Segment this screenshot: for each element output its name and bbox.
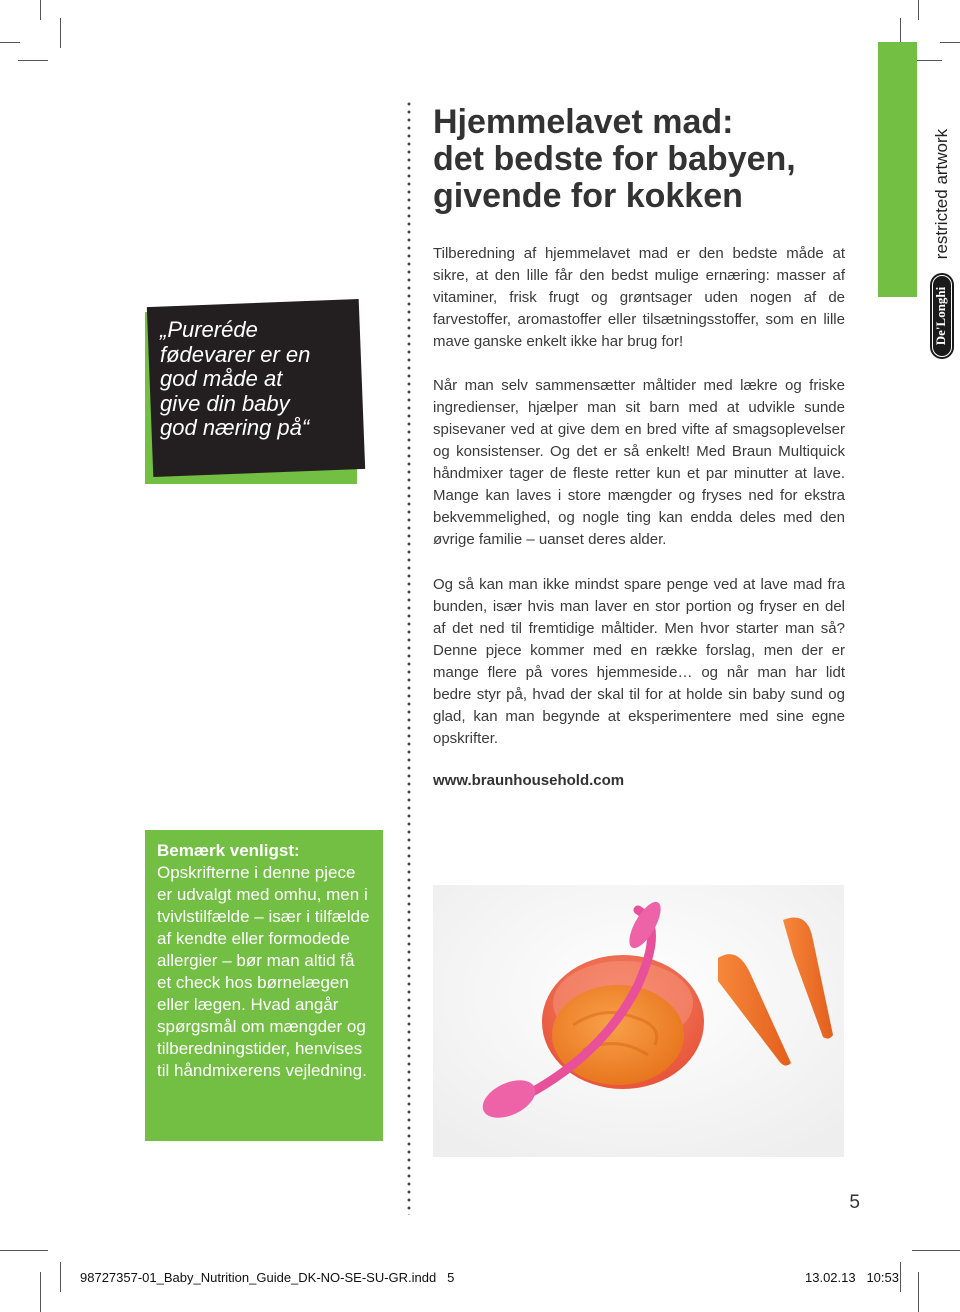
intro-paragraph: Tilberedning af hjemmelavet mad er den bedste måde at sikre, at den lille får den bedst mulige ernæring: masser af vitaminer, frisk frugt og grøntsager uden nogen af de farvestoffer, aromastoffer eller tilsætningsstoffer, som en lille mave ganske enkelt ikke har brug for!: [433, 245, 845, 350]
page-title: [433, 104, 853, 215]
note-box: [145, 830, 383, 1141]
baby-food-photo: [433, 885, 844, 1157]
crop-mark: [918, 0, 919, 20]
title-line: givende for kokken: [433, 177, 743, 215]
website-link[interactable]: www.braunhousehold.com: [433, 772, 625, 789]
crop-mark: [0, 42, 20, 43]
note-label: Bemærk venligst:: [157, 841, 300, 860]
restricted-artwork-text: restricted artwork: [932, 128, 951, 260]
delonghi-logo: [928, 272, 956, 360]
savings-paragraph: Og så kan man ikke mindst spare penge ved at lave mad fra bunden, især hvis man laver en stor portion og fryser en del af det ned til fremtidige måltider. Men hvor starter man så? Denne pjece kommer med en række forslag, men der er mange flere på vores hjemmeside… og når man har lidt bedre styr på, hvad der skal til for at holde sin baby sund og glad, kan man begynde at eksperimentere med sine egne opskrifter.: [433, 576, 845, 747]
crop-mark: [900, 1262, 901, 1292]
green-tab: [878, 42, 917, 297]
note-text: Opskrifterne i denne pjece er udvalgt med omhu, men i tvivlstilfælde – især i tilfælde af kendte eller formodede allergier – bør man altid få et check hos børnelægen eller lægen. Hvad angår spørgsmål om mængder og tilberedningstider, henvises til håndmixerens vejledning.: [157, 863, 370, 1080]
page-number: 5: [849, 1192, 860, 1213]
dotted-divider: [407, 100, 411, 1215]
crop-mark: [918, 1272, 919, 1312]
title-line: Hjemmelavet mad:: [433, 103, 734, 141]
pull-quote: „Pureréde fødevarer er en god måde at give din baby god næring på“: [160, 317, 311, 440]
crop-mark: [18, 60, 48, 61]
crop-mark: [0, 1250, 20, 1251]
svg-text:De'Longhi: De'Longhi: [932, 286, 948, 346]
crop-mark: [940, 1250, 960, 1251]
crop-mark: [18, 1250, 48, 1251]
crop-mark: [940, 42, 960, 43]
restricted-artwork-label: [928, 124, 956, 264]
crop-mark: [40, 1272, 41, 1312]
slug-date: 13.02.13 10:53: [805, 1270, 899, 1285]
crop-mark: [40, 0, 41, 20]
title-line: det bedste for babyen,: [433, 140, 796, 178]
crop-mark: [912, 1250, 942, 1251]
crop-mark: [60, 1262, 61, 1292]
habits-paragraph: Når man selv sammensætter måltider med lækre og friske ingredienser, hjælper man sit barn med at udvikle sunde spisevaner ved at give dem en bred vifte af smagsoplevelser og konsistenser. Og det er så enkelt! Med Braun Multiquick håndmixer tager de fleste retter kun et par minutter at lave. Mange kan laves i store mængder og fryses ned for ekstra bekvemmelighed, og nogle ting kan endda deles med den øvrige familie – uanset deres alder.: [433, 377, 845, 548]
slug-filename: 98727357-01_Baby_Nutrition_Guide_DK-NO-SE-SU-GR.indd 5: [80, 1270, 455, 1285]
crop-mark: [60, 18, 61, 48]
